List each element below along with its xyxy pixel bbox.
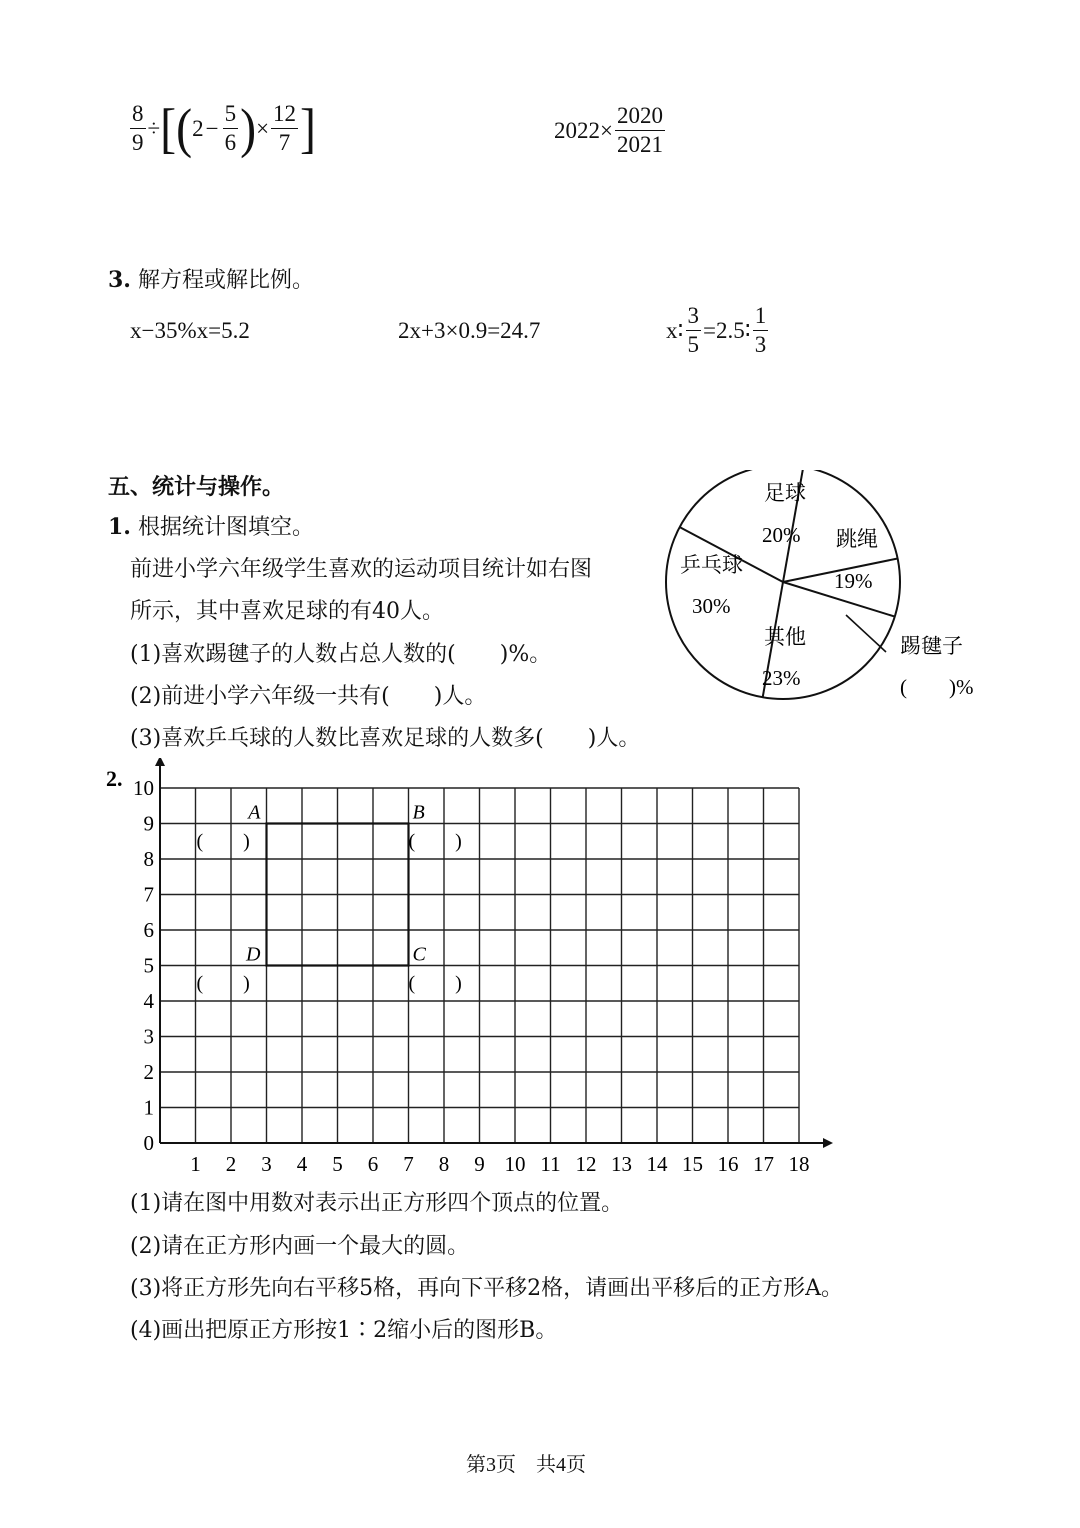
fraction-2020-2021: $\frac{2020}{2021}$ [616,103,663,157]
vertex-label-a: A [248,801,261,824]
q2-sub-4: (4)画出把原正方形按1∶2缩小后的图形B。 [130,1318,558,1343]
x-tick-label: 15 [682,1152,703,1176]
x-tick-label: 4 [296,1152,308,1176]
vertex-label-c: C [412,943,426,966]
x-tick-label: 3 [261,1152,272,1176]
vertex-blank-d: ( ) [196,972,250,995]
fraction-3-5: $\frac{3}{5}$ [687,303,699,357]
y-tick-label: 10 [133,776,154,800]
pie-chart [660,470,1000,710]
slice-pct-shuttlecock: ( )% [900,675,974,699]
y-axis-labels [133,776,155,1155]
q2-sub-2: (2)请在正方形内画一个最大的圆。 [130,1234,470,1259]
x-tick-label: 10 [504,1152,526,1176]
expression-1: $\frac{8}{9}$ ÷ [ ( 2 − $\frac{5}{6}$ ) × $\frac{12}{7}$ ] [132,97,317,159]
vertex-label-d: D [246,943,261,966]
y-tick-label: 0 [143,1131,154,1155]
x-tick-label: 17 [753,1152,774,1176]
slice-label-football: 足球 [764,481,806,505]
y-tick-label: 1 [143,1095,154,1120]
equation-1: x−35%x=5.2 [130,318,250,343]
slice-pct-rope: 19% [834,569,873,593]
fraction-5-6: $\frac{5}{6}$ [224,101,237,155]
q3-title: 3. 解方程或解比例。 [108,267,314,293]
slice-pct-pingpong: 30% [692,594,731,618]
slice-label-shuttlecock: 踢毽子 [900,634,963,658]
x-tick-label: 12 [575,1152,597,1176]
q1-intro-line-2: 所示，其中喜欢足球的有40人。 [130,599,444,624]
y-tick-label: 8 [143,847,154,871]
x-tick-label: 9 [474,1152,485,1176]
vertex-blank-b: ( ) [408,830,462,853]
x-tick-label: 18 [788,1152,810,1176]
x-tick-label: 1 [190,1152,201,1176]
x-tick-label: 7 [403,1152,414,1176]
section-5-heading: 五、统计与操作。 [108,474,285,500]
x-axis-arrow [823,1138,833,1148]
page-footer: 第3页 共4页 [466,1454,586,1476]
q1-title: 1. 根据统计图填空。 [108,514,314,540]
vertex-blank-c: ( ) [408,972,462,995]
x-tick-label: 14 [646,1152,668,1176]
slice-label-pingpong: 乒乓球 [680,553,743,577]
x-tick-label: 8 [438,1152,450,1176]
y-tick-label: 9 [143,811,154,836]
y-tick-label: 4 [143,989,154,1013]
y-tick-label: 2 [143,1060,154,1084]
y-tick-label: 6 [143,918,154,942]
q2-sub-3: (3)将正方形先向右平移5格，再向下平移2格，请画出平移后的正方形A。 [130,1276,844,1301]
equation-2: 2x+3×0.9=24.7 [398,318,541,343]
fraction-8-9: $\frac{8}{9}$ [132,101,144,155]
fraction-1-3: $\frac{1}{3}$ [754,303,767,357]
expression-2: 2022× $\frac{2020}{2021}$ [554,103,663,157]
slice-label-other: 其他 [764,625,806,649]
q2-number: 2. [106,766,123,791]
y-tick-label: 5 [143,953,154,978]
x-tick-label: 2 [225,1152,237,1176]
x-tick-label: 6 [367,1152,379,1176]
x-tick-label: 13 [611,1152,632,1176]
slice-pct-football: 20% [762,523,801,547]
x-axis-labels [190,1152,809,1176]
y-tick-label: 3 [143,1024,154,1049]
pie-leader-line [846,615,886,652]
vertex-label-b: B [412,801,425,824]
y-tick-label: 7 [143,882,154,907]
x-tick-label: 5 [332,1152,343,1176]
q1-sub-3: (3)喜欢乒乓球的人数比喜欢足球的人数多( )人。 [130,726,641,751]
q1-sub-1: (1)喜欢踢毽子的人数占总人数的( )%。 [130,642,552,667]
fraction-12-7: $\frac{12}{7}$ [273,101,297,155]
x-tick-label: 16 [717,1152,739,1176]
vertex-blank-a: ( ) [196,830,250,853]
q1-intro-line-1: 前进小学六年级学生喜欢的运动项目统计如右图 [130,557,593,582]
slice-label-rope: 跳绳 [836,527,878,551]
grid-lines [160,788,799,1143]
q2-sub-1: (1)请在图中用数对表示出正方形四个顶点的位置。 [130,1191,624,1216]
q1-sub-2: (2)前进小学六年级一共有( )人。 [130,684,487,709]
x-tick-label: 11 [540,1152,561,1176]
coordinate-grid [100,758,840,1178]
slice-pct-other: 23% [762,666,801,690]
proportion-3: x∶ $\frac{3}{5}$ =2.5∶ $\frac{1}{3}$ [666,303,767,357]
y-axis-arrow [155,758,165,766]
